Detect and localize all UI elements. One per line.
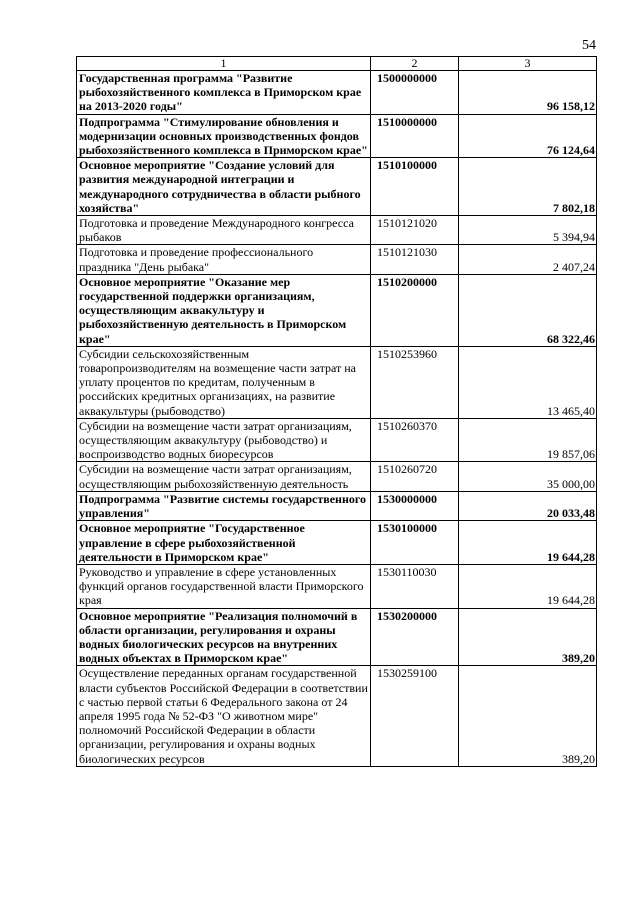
row-name: Основное мероприятие "Оказание мер государственной поддержки организациям, осуществляющим аквакультуру и рыбохозяйственную деятельность в Приморском крае"	[77, 274, 371, 346]
row-amount: 68 322,46	[459, 274, 597, 346]
row-amount: 96 158,12	[459, 71, 597, 115]
row-code: 1530100000	[371, 521, 459, 565]
row-code: 1530200000	[371, 608, 459, 666]
row-code: 1510253960	[371, 346, 459, 418]
table-row	[77, 666, 597, 766]
table-row	[77, 346, 597, 418]
table-row	[77, 71, 597, 115]
table-row	[77, 274, 597, 346]
table-row	[77, 158, 597, 216]
row-code: 1510100000	[371, 158, 459, 216]
table-row	[77, 216, 597, 245]
row-amount: 76 124,64	[459, 114, 597, 158]
table-row	[77, 114, 597, 158]
row-amount: 20 033,48	[459, 491, 597, 520]
row-amount: 7 802,18	[459, 158, 597, 216]
row-name: Государственная программа "Развитие рыбохозяйственного комплекса в Приморском крае на 2013-2020 годы"	[77, 71, 371, 115]
table-row	[77, 418, 597, 462]
row-code: 1510121030	[371, 245, 459, 274]
row-code: 1500000000	[371, 71, 459, 115]
row-code: 1530000000	[371, 491, 459, 520]
row-name: Субсидии сельскохозяйственным товаропроизводителям на возмещение части затрат на уплату процентов по кредитам, полученным в российских кредитных организациях, на развитие аквакультуры (рыбоводство)	[77, 346, 371, 418]
row-amount: 5 394,94	[459, 216, 597, 245]
row-amount: 2 407,24	[459, 245, 597, 274]
row-name: Подготовка и проведение Международного конгресса рыбаков	[77, 216, 371, 245]
table-row	[77, 521, 597, 565]
row-name: Субсидии на возмещение части затрат организациям, осуществляющим аквакультуру (рыбоводство) и воспроизводство водных биоресурсов	[77, 418, 371, 462]
row-name: Основное мероприятие "Реализация полномочий в области организации, регулирования и охраны водных биологических ресурсов на внутренних водных объектах в Приморском крае"	[77, 608, 371, 666]
table-row	[77, 245, 597, 274]
column-header-code: 2	[371, 57, 459, 71]
row-name: Основное мероприятие "Государственное управление в сфере рыбохозяйственной деятельности в Приморском крае"	[77, 521, 371, 565]
row-amount: 389,20	[459, 666, 597, 766]
row-name: Подготовка и проведение профессионального праздника "День рыбака"	[77, 245, 371, 274]
row-code: 1510121020	[371, 216, 459, 245]
row-code: 1510260370	[371, 418, 459, 462]
row-amount: 19 644,28	[459, 521, 597, 565]
row-amount: 35 000,00	[459, 462, 597, 491]
row-amount: 19 857,06	[459, 418, 597, 462]
row-code: 1530259100	[371, 666, 459, 766]
header-row	[77, 57, 597, 71]
table-row	[77, 564, 597, 608]
row-name: Субсидии на возмещение части затрат организациям, осуществляющим рыбохозяйственную деятельность	[77, 462, 371, 491]
row-code: 1510260720	[371, 462, 459, 491]
row-name: Основное мероприятие "Создание условий для развития международной интеграции и международного сотрудничества в области рыбного хозяйства"	[77, 158, 371, 216]
row-amount: 13 465,40	[459, 346, 597, 418]
row-code: 1510000000	[371, 114, 459, 158]
row-name: Осуществление переданных органам государственной власти субъектов Российской Федерации в соответствии с частью первой статьи 6 Федерального закона от 24 апреля 1995 года № 52-ФЗ "О животном мире" полномочий Российской Федерации в области организации, регулирования и охраны водных биологических ресурсов	[77, 666, 371, 766]
table-row	[77, 608, 597, 666]
table-row	[77, 491, 597, 520]
page-number: 54	[582, 38, 596, 53]
row-code: 1530110030	[371, 564, 459, 608]
row-code: 1510200000	[371, 274, 459, 346]
row-name: Подпрограмма "Стимулирование обновления и модернизации основных производственных фондов рыбохозяйственного комплекса в Приморском крае"	[77, 114, 371, 158]
row-amount: 19 644,28	[459, 564, 597, 608]
row-name: Подпрограмма "Развитие системы государственного управления"	[77, 491, 371, 520]
budget-table	[76, 56, 597, 767]
column-header-amount: 3	[459, 57, 597, 71]
row-amount: 389,20	[459, 608, 597, 666]
column-header-name: 1	[77, 57, 371, 71]
row-name: Руководство и управление в сфере установленных функций органов государственной власти Приморского края	[77, 564, 371, 608]
table-body	[77, 71, 597, 767]
table-row	[77, 462, 597, 491]
